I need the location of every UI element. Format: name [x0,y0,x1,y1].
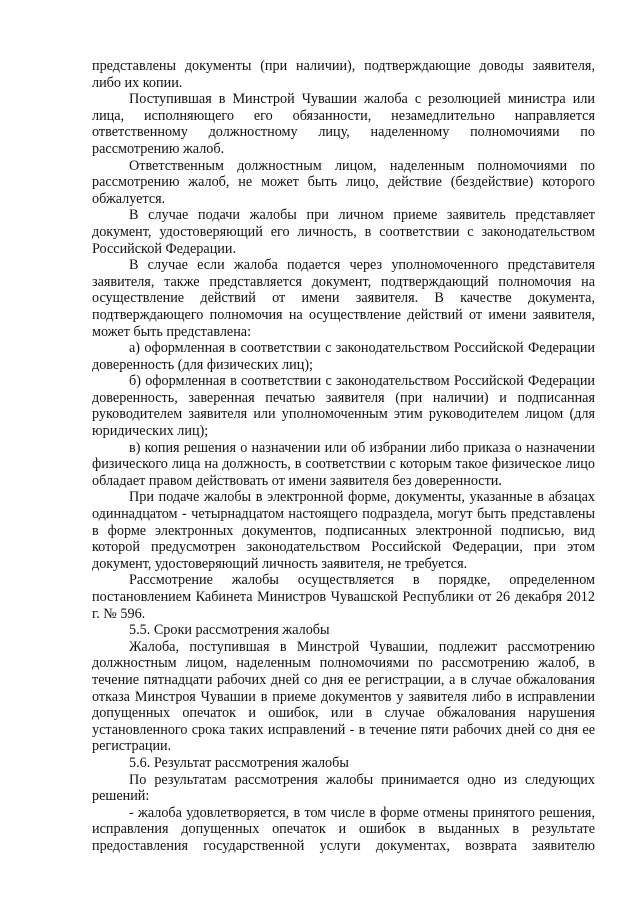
paragraph: По результатам рассмотрения жалобы принимается одно из следующих решений: [92,771,595,805]
paragraph: в) копия решения о назначении или об избрании либо приказа о назначении физического лица на должность, в соответствии с которым такое физическое лицо обладает правом действовать от имени заявителя без доверенности. [92,439,595,489]
document-page [92,58,595,855]
paragraph: Ответственным должностным лицом, наделенным полномочиями по рассмотрению жалоб, не может быть лицо, действие (бездействие) которого обжалуется. [92,157,595,207]
paragraph: В случае если жалоба подается через уполномоченного представителя заявителя, также представляется документ, подтверждающий полномочия на осуществление действий от имени заявителя. В качестве документа, подтверждающего полномочия на осуществление действий от имени заявителя, может быть представлена: [92,257,595,340]
paragraph: - жалоба удовлетворяется, в том числе в форме отмены принятого решения, исправления допущенных опечаток и ошибок в выданных в результате предоставления государственной услуги документах, возврата заявителю [92,804,595,854]
paragraph: а) оформленная в соответствии с законодательством Российской Федерации доверенность (для физических лиц); [92,340,595,373]
paragraph: В случае подачи жалобы при личном приеме заявитель представляет документ, удостоверяющий его личность, в соответствии с законодательством Российской Федерации. [92,207,595,257]
paragraph: б) оформленная в соответствии с законодательством Российской Федерации доверенность, заверенная печатью заявителя (при наличии) и подписанная руководителем заявителя или уполномоченным этим руководителем лицом (для юридических лиц); [92,373,595,440]
section-heading: 5.5. Сроки рассмотрения жалобы [129,622,330,639]
paragraph: Рассмотрение жалобы осуществляется в порядке, определенном постановлением Кабинета Министров Чувашской Республики от 26 декабря 2012 г. № 596. [92,572,595,622]
paragraph: При подаче жалобы в электронной форме, документы, указанные в абзацах одиннадцатом - четырнадцатом настоящего подраздела, могут быть представлены в форме электронных документов, подписанных электронной подписью, вид которой предусмотрен законодательством Российской Федерации, при этом документ, удостоверяющий личность заявителя, не требуется. [92,489,595,572]
section-heading: 5.6. Результат рассмотрения жалобы [129,754,349,771]
paragraph: Поступившая в Минстрой Чувашии жалоба с резолюцией министра или лица, исполняющего его обязанности, незамедлительно направляется ответственному должностному лицу, наделенному полномочиями по рассмотрению жалоб. [92,91,595,157]
paragraph: представлены документы (при наличии), подтверждающие доводы заявителя, либо их копии. [92,58,595,91]
paragraph: Жалоба, поступившая в Минстрой Чувашии, подлежит рассмотрению должностным лицом, наделенным полномочиями по рассмотрению жалоб, в течение пятнадцати рабочих дней со дня ее регистрации, а в случае обжалования отказа Минстроя Чувашии в приеме документов у заявителя либо в исправлении допущенных опечаток и ошибок, или в случае обжалования нарушения установленного срока таких исправлений - в течение пяти рабочих дней со дня ее регистрации. [92,638,595,755]
